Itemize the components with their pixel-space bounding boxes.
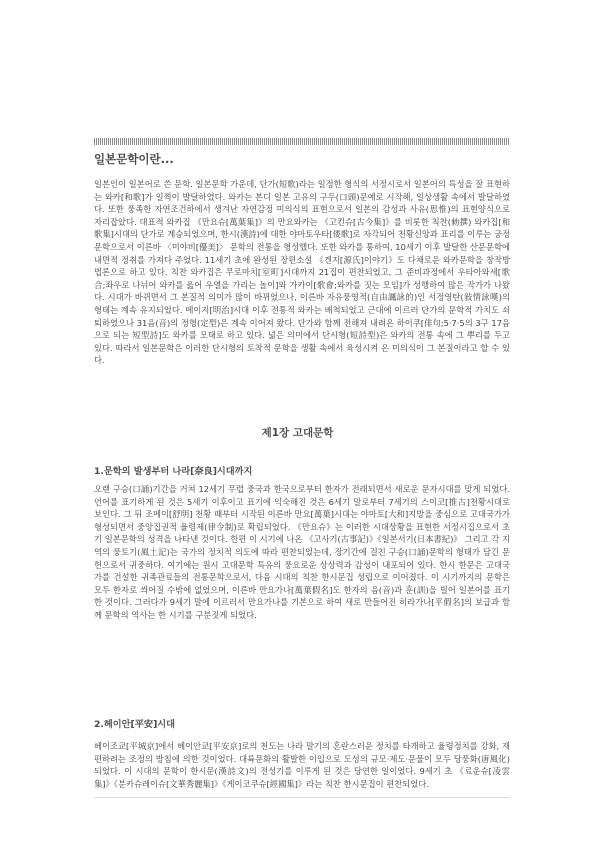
bottom-rule [94,797,510,798]
section-body-1: 오랜 구승(口誦)기간을 거쳐 12세기 무렵 중국과 한국으로부터 한자가 전래되면서 새로운 문자시대를 맞게 되었다. 언어를 표기하게 된 것은 5세기 이후이고 표기에 익숙해진 것은 6세기 말로부터 7세기의 스이코[推古]천황시대로 보인다. 그 뒤 조메이[舒明] 천황 때부터 시작된 이른바 만요[萬葉]시대는 야마토[大和]지방을 중심으로 고대국가가 형성되면서 중앙집권적 율령제(律令制)로 확립되었다. 《만요슈》는 이러한 시대상황을 표현한 서정시집으로서 초기 일본문학의 성격을 나타낸 것이다. 한편 이 시기에 나온 《고사기(古事記)》《일본서기(日本書紀)》 그리고 각 지역의 풍토기(風土記)는 국가의 정치적 의도에 따라 편찬되었는데, 장기간에 걸친 구승(口誦)문학의 형태가 담긴 문헌으로서 귀중하다. 여기에는 원시 고대문학 특유의 풍요로운 상상력과 감성이 내포되어 있다. 한시 한문은 고대국가를 건설한 귀족관료들의 전통문학으로서, 다음 시대의 칙찬 한시문집 성립으로 이어졌다. 이 시기까지의 문학은 모두 한자로 씌어질 수밖에 없었으며, 이른바 만요가나[萬葉假名]도 한자의 음(音)과 훈(訓)을 빌어 일본어를 표기한 것이다. 그러다가 9세기 말에 이르러서 만요가나를 기본으로 하여 새로 만들어진 히라가나[平假名]의 보급과 함께 문학의 역사는 한 시기를 구분짓게 되었다. [94,484,510,620]
title-rule [94,138,510,145]
intro-paragraph: 일본인이 일본어로 쓴 문학. 일본문학 가운데, 단가(短歌)라는 일정한 형식의 서정시로서 일본어의 특성을 잘 표현하는 와카[和歌]가 일찍이 발달하였다. 와카는 본디 일본 고유의 구두(口頭)문예로 시작해, 일상생활 속에서 발달하였다. 또한 풍족한 자연조건하에서 생겨난 자연감정 미의식의 표현으로서 일본의 감성과 사유(思惟)의 표현양식으로 자리잡았다. 대표적 와카집 《만요슈[萬葉集]》의 만요와카는 《고킨슈[古今集]》를 비롯한 칙찬(勅撰) 와카집[和歌集]시대의 단가로 계승되었으며, 한시(漢詩)에 대한 야마토우타[倭歌]로 자각되어 천황신앙과 표리를 이루는 궁정문학으로서 이른바 〈미야비[優美]〉 문학의 전통을 형성했다. 또한 와카를 통하여, 10세기 이후 발달한 산문문학에 내면적 정취를 가져다 주었다. 11세기 초에 완성된 장편소설 《겐지[源氏]이야기》도 다채로운 와카문학을 창작방법론으로 하고 있다. 칙찬 와카집은 무로마치[室町]시대까지 21집이 편찬되었고, 그 준비과정에서 우타아와세[歌合;좌우로 나뉘어 와카를 읊어 우열을 가리는 놀이]와 가카이[歌會;와카를 짓는 모임]가 성행하여 많은 작가가 나왔다. 시대가 바뀌면서 그 본질적 의미가 많이 바뀌었으나, 이른바 자유풍영적(自由諷詠的)인 서정영탄(敍情詠嘆)의 형태는 계속 유지되었다. 메이지[明治]시대 이후 전통적 와카는 배척되었고 근대에 이르러 단가의 문학적 가치도 쇠퇴하였으나 31음(音)의 정형(定型)은 계속 이어져 왔다. 단가와 함께 전해져 내려온 하이쿠[俳句;5·7·5의 3구 17음으로 되는 短型詩]도 와카를 모태로 하고 있다. 넓은 의미에서 단시형(短詩型)은 와카의 전통 속에 그 뿌리를 두고 있다. 따라서 일본문학은 이러한 단시형의 토착적 문학을 생활 속에서 육성시켜 온 미의식이 그 본질이라고 할 수 있다. [94,179,510,366]
section-heading-1: 1.문학의 발생부터 나라[奈良]시대까지 [94,466,253,477]
document-title: 일본문학이란... [94,152,174,166]
section-heading-2: 2.헤이안[平安]시대 [94,719,176,730]
section-body-2: 헤이조쿄[平城京]에서 헤이안쿄[平安京]로의 천도는 나라 말기의 혼란스러운 정치를 타개하고 율령정치를 강화, 재편하려는 조정의 방침에 의한 것이었다. 대륙문화의 활발한 이입으로 도성의 규모·제도·문물이 모두 당풍화(唐風化)되었다. 이 시대의 문학이 한시문(漢詩文)의 전성기를 이루게 된 것은 당연한 일이었다. 9세기 초 《료운슈[凌雲集]》《분카슈레이슈[文華秀麗集]》《게이코쿠슈[經國集]》라는 칙찬 한시문집이 편찬되었다. [94,741,510,789]
chapter-title: 제1장 고대문학 [261,427,334,439]
